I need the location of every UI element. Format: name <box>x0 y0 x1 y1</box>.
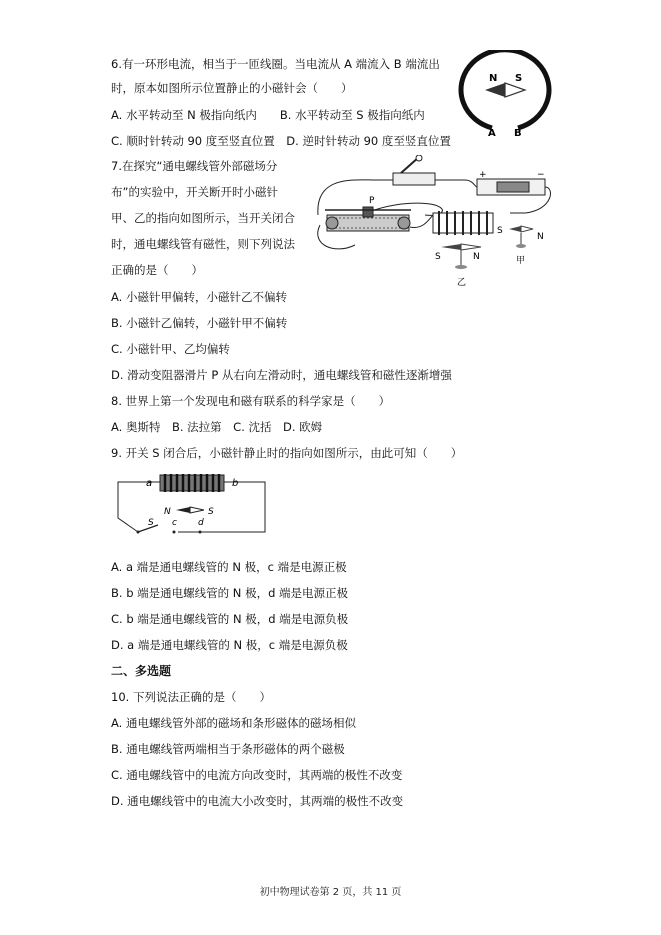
q7-stem-line1: 7.在探究“通电螺线管外部磁场分 <box>111 159 278 173</box>
q7-battery <box>477 170 545 195</box>
q7-option-b: B. 小磁针乙偏转，小磁针甲不偏转 <box>111 316 288 330</box>
q7-jia-label-n: N <box>537 232 544 242</box>
q7-compass-jia <box>497 226 544 266</box>
q10-option-a: A. 通电螺线管外部的磁场和条形磁体的磁场相似 <box>111 716 356 730</box>
q10-option-c: C. 通电螺线管中的电流方向改变时，其两端的极性不改变 <box>111 768 403 782</box>
q7-battery-plus: + <box>479 170 487 180</box>
q10-option-d: D. 通电螺线管中的电流大小改变时，其两端的极性不改变 <box>111 794 404 808</box>
q9-option-c: C. b 端是通电螺线管的 N 极，d 端是电源负极 <box>111 612 349 626</box>
q7-yi-label-s: S <box>435 252 441 262</box>
q8-stem: 8. 世界上第一个发现电和磁有联系的科学家是（ ） <box>111 394 391 408</box>
q9-label-switch: S <box>148 518 154 528</box>
q7-option-c: C. 小磁针甲、乙均偏转 <box>111 342 230 356</box>
q6-ring-current-figure <box>455 50 555 140</box>
q9-option-b: B. b 端是通电螺线管的 N 极，d 端是电源正极 <box>111 586 349 600</box>
q9-label-a: a <box>146 478 153 489</box>
q7-jia-label: 甲 <box>516 256 526 266</box>
q7-jia-label-s: S <box>497 226 503 236</box>
q9-option-a: A. a 端是通电螺线管的 N 极，c 端是电源正极 <box>111 560 347 574</box>
q7-battery-minus: − <box>537 170 545 180</box>
q6-label-b: B <box>514 128 522 139</box>
q7-option-d: D. 滑动变阻器滑片 P 从右向左滑动时，通电螺线管和磁性逐渐增强 <box>111 368 452 382</box>
page-footer: 初中物理试卷第 2 页，共 11 页 <box>259 887 402 898</box>
q9-stem: 9. 开关 S 闭合后，小磁针静止时的指向如图所示，由此可知（ ） <box>111 446 463 460</box>
q7-stem-line5: 正确的是（ ） <box>111 263 203 277</box>
q9-compass-needle <box>176 507 204 513</box>
q7-solenoid-circuit-figure <box>315 155 555 290</box>
q7-option-a: A. 小磁针甲偏转，小磁针乙不偏转 <box>111 290 287 304</box>
q6-options-cd: C. 顺时针转动 90 度至竖直位置 D. 逆时针转动 90 度至竖直位置 <box>111 134 451 148</box>
q6-stem-line1: 6.有一环形电流，相当于一匝线圈。当电流从 A 端流入 B 端流出 <box>111 57 440 71</box>
q9-label-c: c <box>172 518 177 528</box>
q9-label-s: S <box>208 507 214 517</box>
q9-solenoid <box>160 474 224 492</box>
q7-stem-line3: 甲、乙的指向如图所示，当开关闭合 <box>111 211 295 225</box>
q9-circuit-figure <box>110 470 270 550</box>
q10-option-b: B. 通电螺线管两端相当于条形磁体的两个磁极 <box>111 742 345 756</box>
q8-options: A. 奥斯特 B. 法拉第 C. 沈括 D. 欧姆 <box>111 420 323 434</box>
q6-compass-north-half <box>485 83 505 97</box>
q7-slider-label-p: P <box>369 196 375 206</box>
section-heading-multiple-choice: 二、多选题 <box>111 664 172 678</box>
q6-stem-line2: 时，原本如图所示位置静止的小磁针会（ ） <box>111 81 353 95</box>
q6-label-a: A <box>488 128 496 139</box>
q6-label-s: S <box>515 73 523 84</box>
q7-rheostat <box>325 196 411 231</box>
q7-compass-yi <box>435 244 481 288</box>
q10-stem: 10. 下列说法正确的是（ ） <box>111 690 271 704</box>
q7-stem-line4: 时，通电螺线管有磁性，则下列说法 <box>111 237 295 251</box>
q7-solenoid <box>433 211 493 235</box>
q9-option-d: D. a 端是通电螺线管的 N 极，c 端是电源负极 <box>111 638 348 652</box>
q9-label-d: d <box>198 518 204 528</box>
q6-label-n: N <box>489 73 498 84</box>
q6-options-ab: A. 水平转动至 N 极指向纸内 B. 水平转动至 S 极指向纸内 <box>111 108 425 122</box>
q9-label-b: b <box>232 478 239 489</box>
q9-label-n: N <box>164 507 171 517</box>
q7-stem-line2: 布”的实验中，开关断开时小磁针 <box>111 185 278 199</box>
q6-compass-south-half <box>505 83 525 97</box>
q7-yi-label-n: N <box>473 252 480 262</box>
q7-knife-switch <box>393 155 435 185</box>
q7-yi-label: 乙 <box>457 278 467 288</box>
